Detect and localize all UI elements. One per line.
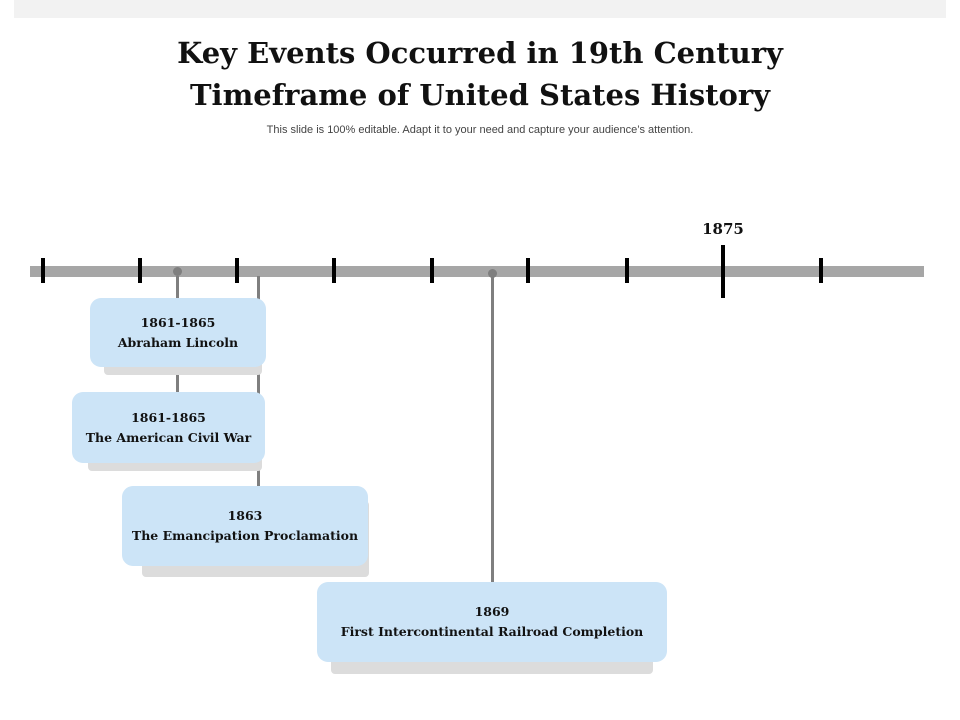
timeline-tick-highlight bbox=[721, 245, 725, 298]
event-connector-3 bbox=[491, 277, 494, 583]
event-year: 1861-1865 bbox=[131, 409, 206, 425]
timeline-tick-6 bbox=[526, 258, 530, 283]
title-line-2: Timeframe of United States History bbox=[189, 78, 771, 112]
timeline-tick-2 bbox=[138, 258, 142, 283]
event-label: The American Civil War bbox=[85, 429, 252, 445]
event-marker-1 bbox=[173, 267, 182, 276]
timeline-highlight-label: 1875 bbox=[702, 220, 744, 238]
event-year: 1861-1865 bbox=[140, 314, 216, 330]
timeline-axis bbox=[30, 266, 924, 277]
event-label: Abraham Lincoln bbox=[117, 334, 239, 350]
event-year: 1863 bbox=[227, 508, 263, 523]
timeline-tick-9 bbox=[819, 258, 823, 283]
top-bar bbox=[14, 0, 946, 18]
event-card-railroad bbox=[317, 582, 667, 662]
timeline-tick-4 bbox=[332, 258, 336, 283]
event-year: 1869 bbox=[474, 604, 510, 619]
page-title bbox=[0, 32, 960, 116]
title-line-1: Key Events Occurred in 19th Century bbox=[177, 36, 783, 70]
event-label: First Intercontinental Railroad Completion bbox=[340, 624, 644, 639]
timeline-tick-3 bbox=[235, 258, 239, 283]
event-label: The Emancipation Proclamation bbox=[131, 528, 359, 543]
timeline-tick-1 bbox=[41, 258, 45, 283]
event-card-emancipation bbox=[122, 486, 368, 566]
timeline-tick-7 bbox=[625, 258, 629, 283]
timeline-tick-5 bbox=[430, 258, 434, 283]
event-card-lincoln bbox=[90, 298, 266, 367]
page-subtitle: This slide is 100% editable. Adapt it to your need and capture your audience’s attention. bbox=[266, 124, 694, 136]
event-card-civil-war bbox=[72, 392, 265, 463]
